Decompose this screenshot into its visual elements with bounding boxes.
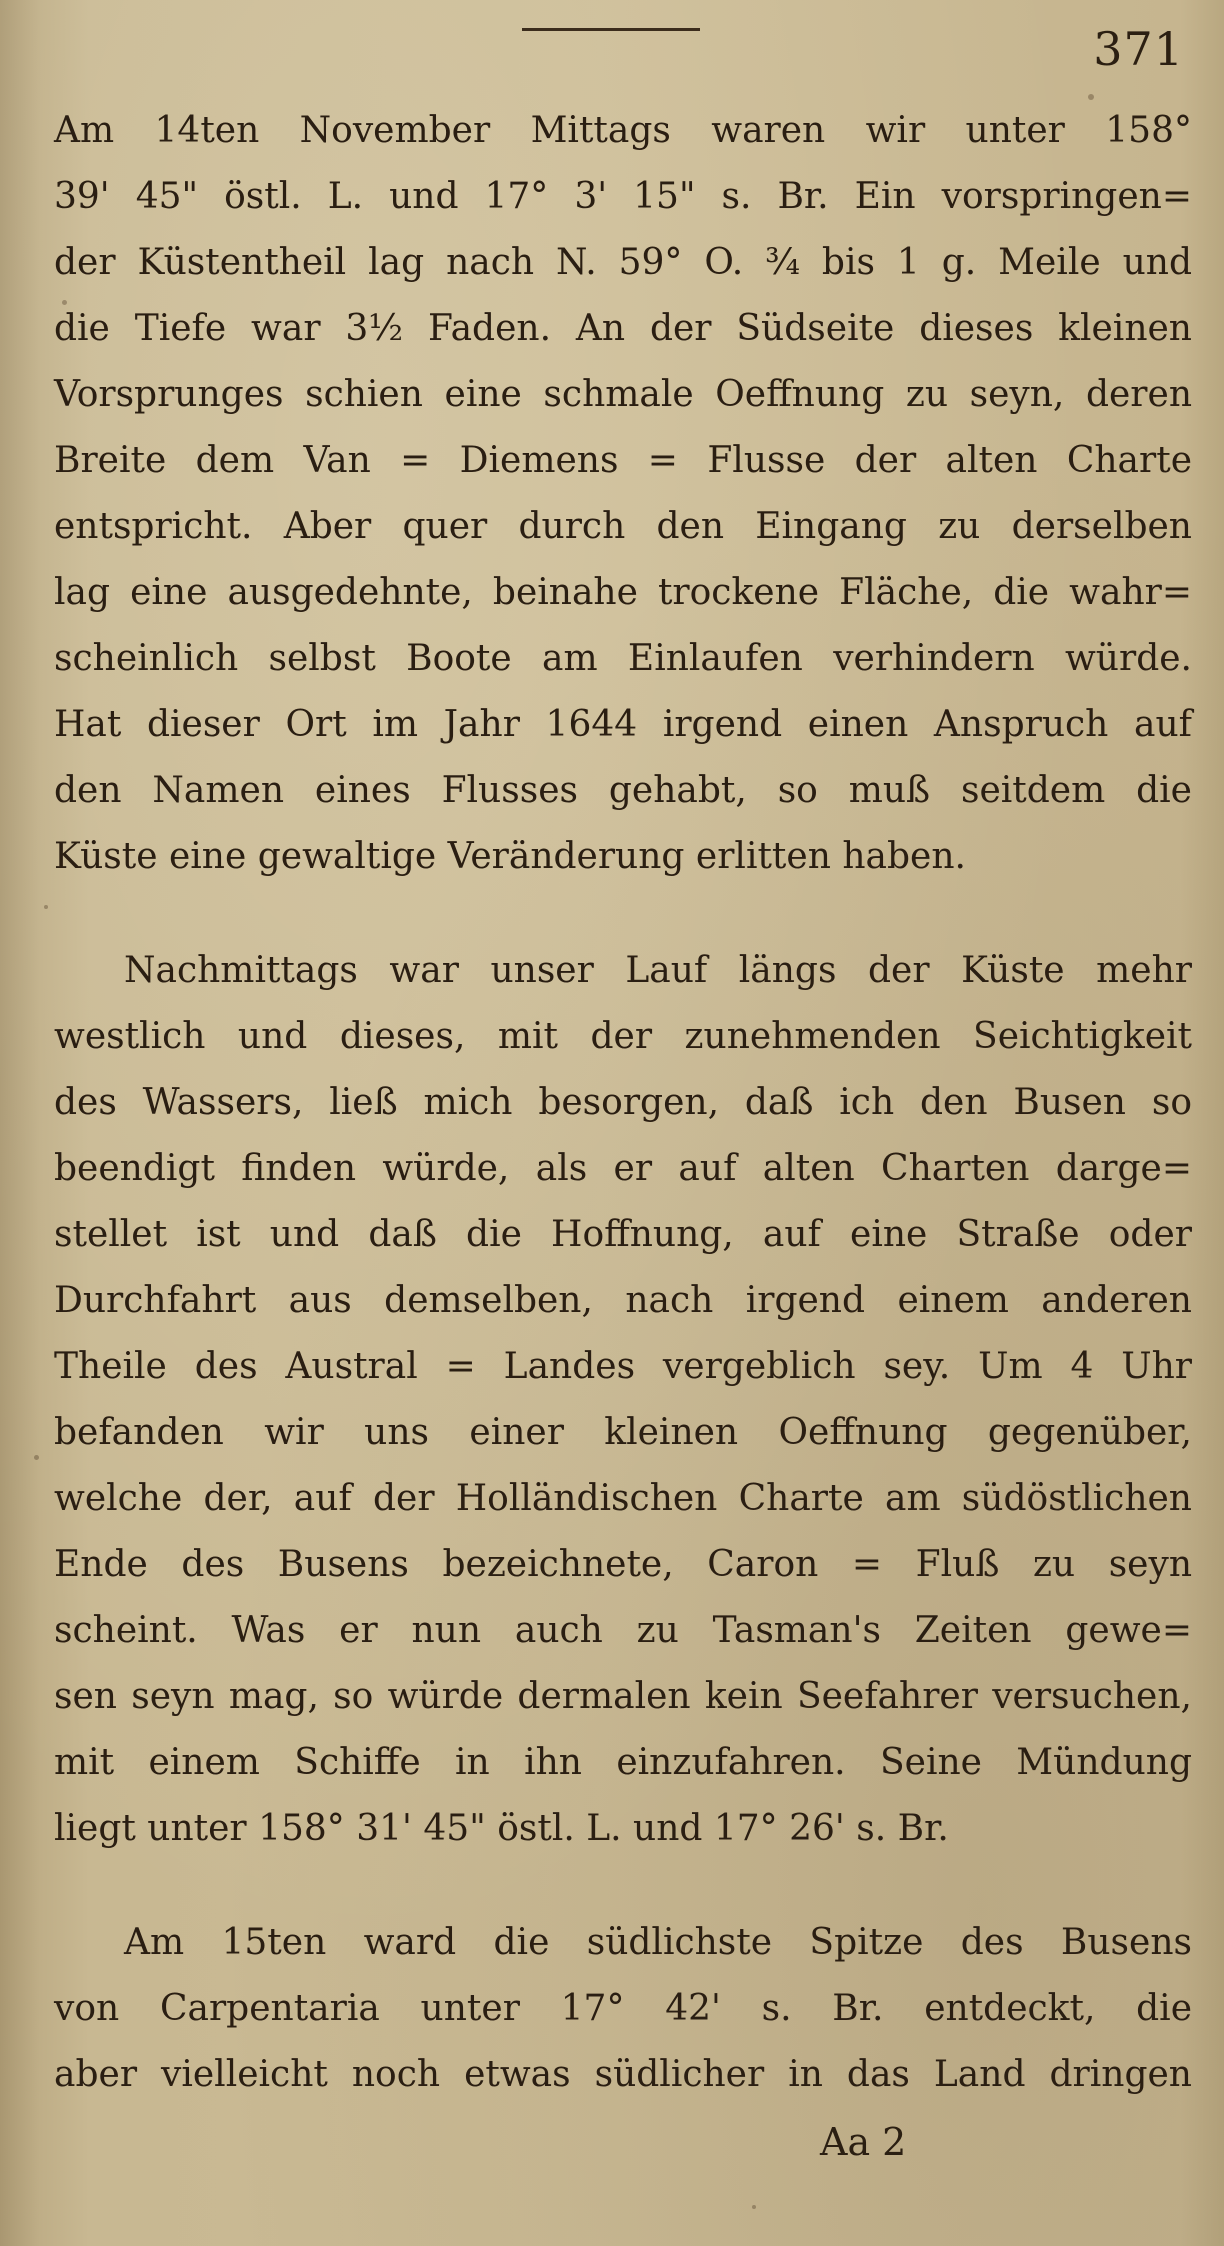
paragraph-2 <box>54 938 1192 1862</box>
text-line: von Carpentaria unter 17° 42' s. Br. entdeckt, die <box>54 1988 1192 2029</box>
text-line: Nachmittags war unser Lauf längs der Küste mehr <box>124 950 1192 991</box>
paper-speck <box>44 905 48 909</box>
text-line: Durchfahrt aus demselben, nach irgend einem anderen <box>54 1280 1192 1321</box>
text-line: befanden wir uns einer kleinen Oeffnung gegenüber, <box>54 1412 1192 1453</box>
paper-speck <box>34 1455 39 1460</box>
paper-speck <box>1088 94 1094 100</box>
text-line: die Tiefe war 3½ Faden. An der Südseite dieses kleinen <box>54 308 1192 349</box>
catchword-signature: Aa 2 <box>820 2120 907 2164</box>
text-line: Breite dem Van = Diemens = Flusse der alten Charte <box>54 440 1192 481</box>
text-line: westlich und dieses, mit der zunehmenden Seichtigkeit <box>54 1016 1192 1057</box>
text-line: mit einem Schiffe in ihn einzufahren. Seine Mündung <box>54 1742 1192 1783</box>
text-line: Hat dieser Ort im Jahr 1644 irgend einen Anspruch auf <box>54 704 1192 745</box>
text-line: der Küstentheil lag nach N. 59° O. ¾ bis 1 g. Meile und <box>54 242 1192 283</box>
text-line: Am 14ten November Mittags waren wir unter 158° <box>54 110 1192 151</box>
text-line: Am 15ten ward die südlichste Spitze des Busens <box>124 1922 1192 1963</box>
text-line: Ende des Busens bezeichnete, Caron = Fluß zu seyn <box>54 1544 1192 1585</box>
header-rule <box>522 28 700 31</box>
text-line: des Wassers, ließ mich besorgen, daß ich den Busen so <box>54 1082 1192 1123</box>
paper-speck <box>752 2205 756 2209</box>
text-line: den Namen eines Flusses gehabt, so muß seitdem die <box>54 770 1192 811</box>
text-line: Küste eine gewaltige Veränderung erlitten haben. <box>54 836 966 877</box>
text-line: scheint. Was er nun auch zu Tasman's Zeiten gewe= <box>54 1610 1192 1651</box>
text-line: liegt unter 158° 31' 45" östl. L. und 17° 26' s. Br. <box>54 1808 949 1849</box>
text-line: welche der, auf der Holländischen Charte am südöstlichen <box>54 1478 1192 1519</box>
text-line: 39' 45" östl. L. und 17° 3' 15" s. Br. Ein vorspringen= <box>54 176 1192 217</box>
body-text <box>54 98 1192 2108</box>
paragraph-3 <box>54 1910 1192 2108</box>
text-line: aber vielleicht noch etwas südlicher in das Land dringen <box>54 2054 1192 2095</box>
paragraph-1 <box>54 98 1192 890</box>
text-line: entspricht. Aber quer durch den Eingang zu derselben <box>54 506 1192 547</box>
page-number: 371 <box>1093 22 1184 76</box>
text-line: stellet ist und daß die Hoffnung, auf eine Straße oder <box>54 1214 1192 1255</box>
text-line: Theile des Austral = Landes vergeblich sey. Um 4 Uhr <box>54 1346 1192 1387</box>
text-line: beendigt finden würde, als er auf alten Charten darge= <box>54 1148 1192 1189</box>
text-line: lag eine ausgedehnte, beinahe trockene Fläche, die wahr= <box>54 572 1192 613</box>
text-line: sen seyn mag, so würde dermalen kein Seefahrer versuchen, <box>54 1676 1192 1717</box>
text-line: Vorsprunges schien eine schmale Oeffnung zu seyn, deren <box>54 374 1192 415</box>
text-line: scheinlich selbst Boote am Einlaufen verhindern würde. <box>54 638 1192 679</box>
paper-speck <box>62 300 67 305</box>
